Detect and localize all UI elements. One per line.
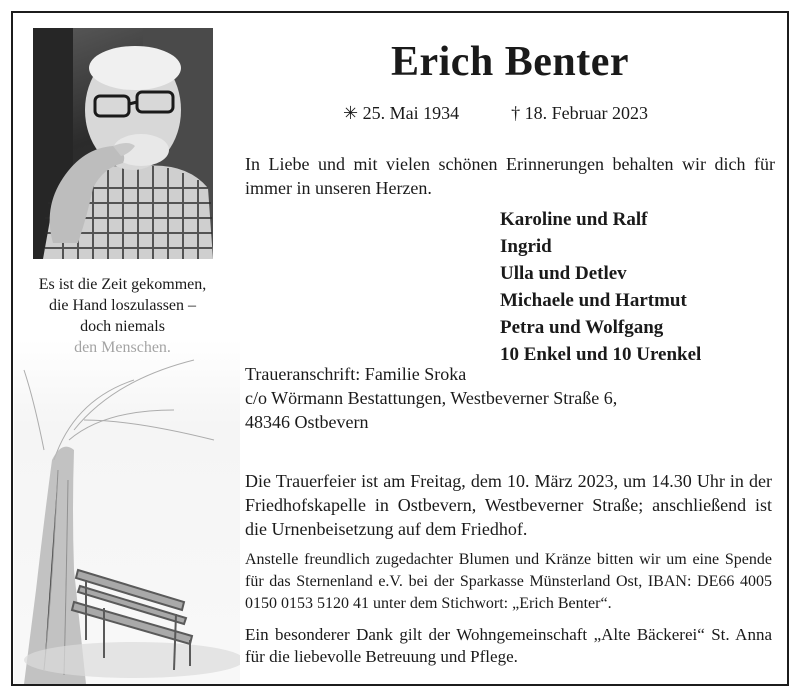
poem-line: doch niemals xyxy=(80,318,165,335)
poem-line: Es ist die Zeit gekommen, xyxy=(38,276,207,293)
tree-bench-sketch xyxy=(14,340,240,684)
thanks-text: Ein besonderer Dank gilt der Wohngemeinschaft „Alte Bäckerei“ St. Anna für die liebevolle Betreuung und Pflege. xyxy=(245,625,772,666)
address-line: Traueranschrift: Familie Sroka xyxy=(245,364,467,384)
deceased-name: Erich Benter xyxy=(390,39,630,85)
mourning-address xyxy=(245,362,617,434)
portrait-photo xyxy=(33,28,213,259)
ceremony-text: Die Trauerfeier ist am Freitag, dem 10. März 2023, um 14.30 Uhr in der Friedhofskapelle in Ostbevern, Westbeverner Straße; anschließend ist die Urnenbeisetzung auf dem Friedhof. xyxy=(245,471,772,539)
mourner: Ulla und Detlev xyxy=(500,263,627,284)
mourner: Petra und Wolfgang xyxy=(500,317,664,338)
life-dates xyxy=(343,103,648,124)
birth-date: ✳ 25. Mai 1934 xyxy=(343,103,460,123)
mourner: 10 Enkel und 10 Urenkel xyxy=(500,344,702,365)
poem-line: die Hand loszulassen – xyxy=(48,297,197,314)
mourner: Michaele und Hartmut xyxy=(500,290,687,311)
intro-text: In Liebe und mit vielen schönen Erinnerungen behalten wir dich für immer in unseren Herzen. xyxy=(245,154,775,198)
address-line: c/o Wörmann Bestattungen, Westbeverner Straße 6, xyxy=(245,388,618,408)
address-line: 48346 Ostbevern xyxy=(245,412,369,432)
death-date: † 18. Februar 2023 xyxy=(511,103,649,123)
mourner: Ingrid xyxy=(500,236,552,257)
mourners-list xyxy=(500,206,701,368)
mourner: Karoline und Ralf xyxy=(500,209,648,230)
donation-text: Anstelle freundlich zugedachter Blumen und Kränze bitten wir um eine Spende für das Sternenland e.V. bei der Sparkasse Münsterland Ost, IBAN: DE66 4005 0150 0153 5120 41 unter dem Stichwort: „Erich Benter“. xyxy=(245,551,772,612)
